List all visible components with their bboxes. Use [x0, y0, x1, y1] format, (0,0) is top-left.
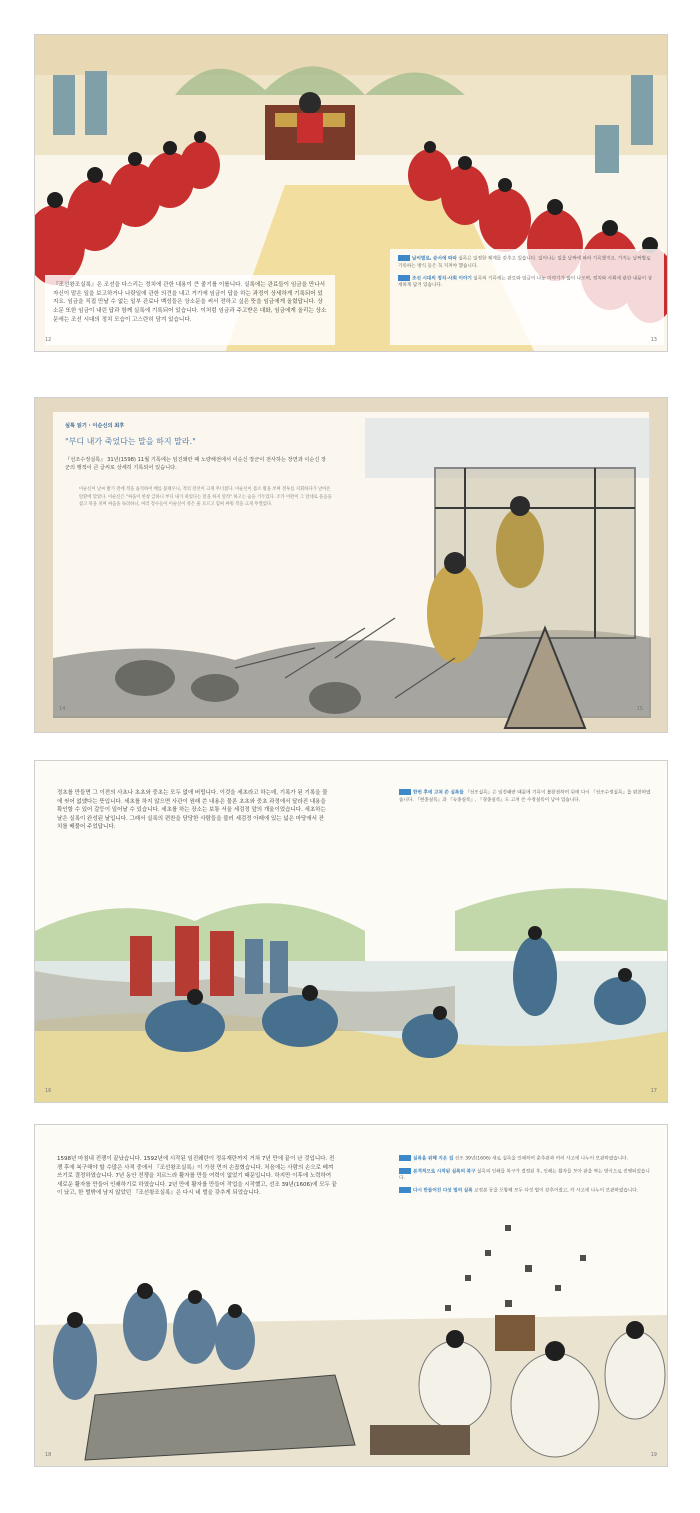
main-text: 『조선왕조실록』은 조선을 다스리는 정치에 관한 내용이 큰 줄기를 이룹니다. 실록에는 관료들이 임금을 만나서 자신이 맡은 일을 보고하거나 나랏일에 관한 의견을 내고 거기에 임금이 답을 하는 과정이 상세하게 기록되어 있지요. 임금을 직접 만날 수 없는 일부 관료나 백성들은 상소문을 써서 전하고 싶은 뜻을 임금에게 올렸답니다. 상소문 또한 임금이 내린 답과 함께 실록에 기록되어 있습니다. 이처럼 임금과 주고받은 대화, 임금에게 올리는 상소문에는 조선 시대의 정치 모습이 고스란히 담겨 있습니다.: [53, 282, 327, 323]
page-number-right: 19: [650, 1452, 657, 1458]
main-text-panel: [45, 275, 335, 345]
note-title: 본격적으로 시작된 실록의 복구: [413, 1169, 476, 1175]
note-tag-icon: [398, 255, 410, 261]
spread-yi-sun-sin: [34, 397, 668, 733]
lead-text: 『선조수정실록』 31년(1598) 11월 기록에는 임진왜란 때 노량해전에서 이순신 장군이 전사하는 장면과 이순신 장군의 행적이 큰 글씨로 상세히 기록되어 있습니다.: [65, 457, 327, 472]
officials-left: [35, 141, 220, 285]
page-number-right: 15: [636, 706, 643, 712]
note-tag-icon: [398, 275, 410, 281]
note-text: 선조 39년(1606) 새로 실록을 인쇄하여 춘추관과 여러 사고에 나누어 보관하였습니다.: [454, 1156, 629, 1162]
story-text: 이순신이 날씨 밝기 전에 적을 습격하여 배를 불태우니, 적의 전선이 크게 무너졌다. 이순신이 몸소 활을 쏘며 전투를 지휘하다가 날아온 탄환에 맞았다. 이순신은 "싸움이 한창 급하니 부디 내가 죽었다는 말을 하지 말라" 하고는 숨을 거두었다. 조카 이완이 그 말대로 울음을 참고 북을 치며 싸움을 독려하니, 여러 장수들이 이순신이 죽은 줄 모르고 힘써 싸워 적을 크게 무찔렀다.: [79, 487, 332, 508]
page-number-left: 12: [45, 337, 52, 343]
note-text: 실록은 일정한 체계를 갖추고 있습니다. 일어나는 일을 날짜에 따라 기록했지요. 가지는 날짜별로 기록하는 방식 등은 꼭 지켜야 했습니다.: [398, 256, 651, 269]
note-text: 실록의 기록에는 관료와 임금이 나눈 이야기가 많이 나오며, 정치와 사회에 관한 내용이 상세하게 담겨 있습니다.: [398, 276, 653, 289]
note-title: 실록을 위해 지은 집: [413, 1156, 454, 1162]
printing-illustration: [35, 1125, 668, 1467]
officials-group: [130, 926, 234, 996]
spread-secho: [34, 760, 668, 1103]
stream-washing-illustration: [35, 761, 668, 1103]
feature-quote: "부디 내가 죽었다는 말을 하지 말라.": [65, 437, 196, 446]
page-number-right: 17: [650, 1088, 657, 1094]
page-number-left: 14: [59, 706, 66, 712]
note-title: 한번 후에 고쳐 쓴 실록들: [413, 790, 464, 796]
page-number-left: 16: [45, 1088, 52, 1094]
note-title: 다시 만들어진 다섯 벌의 실록: [413, 1188, 473, 1194]
flying-type-blocks: [445, 1225, 586, 1311]
note-text: 『선조실록』은 임진왜란 때문에 기록이 불완전하여 뒤에 다시 『선조수정실록』을 편찬하였습니다. 『현종실록』과 『숙종실록』, 『경종실록』도 고쳐 쓴 수정실록이 남아 있습니다.: [399, 790, 651, 803]
page-number-right: 13: [650, 337, 657, 343]
battle-illustration: [35, 398, 668, 733]
main-text: 1598년 마침내 전쟁이 끝났습니다. 1592년에 시작된 임진왜란이 정유재란까지 거쳐 7년 만에 끝이 난 것입니다. 전쟁 후에 복구해야 할 수많은 사적 중에서 『조선왕조실록』이 가장 먼저 손꼽혔습니다. 처음에는 사람의 손으로 베껴 쓰기로 결정하였습니다. 7년 동안 전쟁을 치르느라 활자를 만들 여력이 없었기 때문입니다. 하지만 이후에 노력하여 새로운 활자를 만들어 인쇄하기로 하였습니다. 2년 만에 활자를 만들어 작업을 시작했고, 선조 39년(1606)에 모두 끝이 났고, 한 벌밖에 남지 않았던 『조선왕조실록』은 다시 네 벌을 갖추게 되었습니다.: [57, 1156, 337, 1197]
note-title: 조선 시대의 정치·사회 이야기: [412, 276, 472, 282]
spread-court-meeting: [34, 34, 668, 352]
page-number-left: 18: [45, 1452, 52, 1458]
sidebar-notes: [390, 249, 664, 345]
king-figure: [299, 92, 321, 114]
note-text: 교정본 등을 포함해 모두 다섯 벌이 갖추어졌고, 각 사고에 나누어 보관하였습니다.: [474, 1188, 639, 1194]
spread-printing: [34, 1124, 668, 1467]
note-title: 날씨별로, 순서에 따라: [412, 256, 457, 262]
main-text: 정초를 만들면 그 이전의 사초나 초초와 중초는 모두 없애 버립니다. 이것을 세초라고 하는데, 기록가 된 기록을 물에 씻어 없앴다는 뜻입니다. 세초를 하지 않으면 사관이 원래 쓴 내용은 물론 초초와 중초 과정에서 달라진 내용을 확인할 수 있어 갈등이 일어날 수 있습니다. 세초를 하는 장소는 보통 서울 세검정 앞의 개울이었습니다. 세초하는 날은 실록이 완성된 날입니다. 그래서 실록의 편찬을 담당한 사람들을 불러 세검정 아래에 있는 넓은 마당에서 잔치를 베풀어 주었답니다.: [57, 790, 328, 831]
note-text: 실록의 인쇄를 복구가 결정된 후, 인쇄는 활자를 모아 판을 짜는 방식으로 진행되었습니다.: [399, 1169, 650, 1182]
section-kicker: 실록 읽기 · 이순신의 최후: [65, 423, 125, 429]
